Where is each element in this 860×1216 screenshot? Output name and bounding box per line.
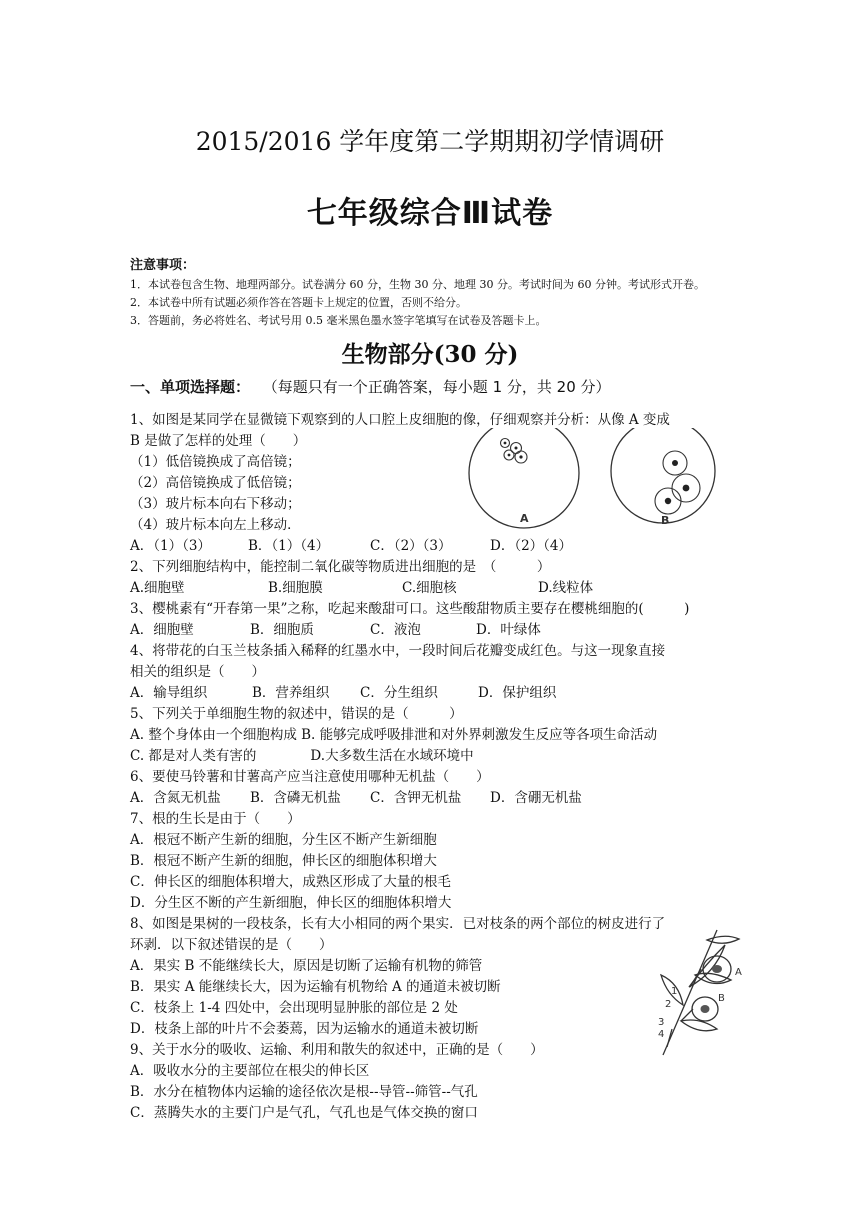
q8-option-d: D．枝条上部的叶片不会萎蔫，因为运输水的通道未被切断 (130, 1021, 479, 1037)
q3-stem: 3、樱桃素有“开春第一果”之称，吃起来酸甜可口。这些酸甜物质主要存在樱桃细胞的( ) (130, 601, 690, 617)
q8-stem-line2: 环剥．以下叙述错误的是（ ） (130, 937, 333, 953)
q1-option-c: C．（2）（3） (370, 538, 452, 554)
q8-option-a: A．果实 B 不能继续长大，原因是切断了运输有机物的筛管 (130, 958, 483, 974)
q1-item: （4）玻片标本向左上移动． (130, 517, 301, 533)
q6-option-a: A．含氮无机盐 (130, 790, 221, 806)
q7-option-a: A．根冠不断产生新的细胞，分生区不断产生新细胞 (130, 832, 437, 848)
q3-option-d: D．叶绿体 (476, 622, 541, 638)
exam-title-line1: 2015/2016 学年度第二学期期初学情调研 (195, 127, 665, 156)
fig8-label-2: 2 (665, 999, 672, 1010)
q6-option-b: B．含磷无机盐 (250, 790, 341, 806)
q1-item: （1）低倍镜换成了高倍镜； (130, 454, 301, 470)
q7-option-d: D．分生区不断的产生新细胞，伸长区的细胞体积增大 (130, 895, 452, 911)
fig-label-a: A (520, 512, 529, 525)
q1-item: （3）玻片标本向右下移动； (130, 496, 301, 512)
q2-option-c: C.细胞核 (402, 580, 457, 596)
q4-stem-line2: 相关的组织是（ ） (130, 664, 265, 680)
q9-option-a: A．吸收水分的主要部位在根尖的伸长区 (130, 1063, 370, 1079)
q4-stem-line1: 4、将带花的白玉兰枝条插入稀释的红墨水中，一段时间后花瓣变成红色。与这一现象直接 (130, 643, 666, 659)
q2-stem: 2、下列细胞结构中，能控制二氧化碳等物质进出细胞的是 （ ） (130, 559, 551, 575)
q7-option-b: B．根冠不断产生新的细胞，伸长区的细胞体积增大 (130, 853, 437, 869)
fruit-branch-figure (655, 925, 745, 1060)
part1-heading (130, 376, 611, 397)
q5-options-line1: A. 整个身体由一个细胞构成 B. 能够完成呼吸排泄和对外界刺激发生反应等各项生命活动 (130, 727, 658, 743)
notice-item: 3．答题前，务必将姓名、考试号用 0.5 毫米黑色墨水签字笔填写在试卷及答题卡上。 (130, 314, 547, 327)
q1-option-a: A．（1）（3） (130, 538, 211, 554)
q4-option-c: C．分生组织 (360, 685, 438, 701)
exam-title-line2: 七年级综合Ⅲ试卷 (306, 196, 554, 231)
q2-option-a: A.细胞壁 (130, 580, 185, 596)
q8-option-c: C．枝条上 1-4 四处中，会出现明显肿胀的部位是 2 处 (130, 1000, 458, 1016)
q8-option-b: B．果实 A 能继续长大，因为运输有机物给 A 的通道未被切断 (130, 979, 501, 995)
q4-option-a: A．输导组织 (130, 685, 208, 701)
q9-option-c: C．蒸腾失水的主要门户是气孔，气孔也是气体交换的窗口 (130, 1105, 478, 1121)
microscope-view-figure (465, 428, 735, 533)
q1-item: （2）高倍镜换成了低倍镜； (130, 475, 301, 491)
q7-option-c: C．伸长区的细胞体积增大，成熟区形成了大量的根毛 (130, 874, 451, 890)
q7-stem: 7、根的生长是由于（ ） (130, 811, 301, 827)
q5-stem: 5、下列关于单细胞生物的叙述中，错误的是（ ） (130, 706, 463, 722)
q5-options-line2: C. 都是对人类有害的 D.大多数生活在水域环境中 (130, 748, 474, 764)
fig8-label-a: A (735, 967, 742, 978)
fig8-label-3: 3 (658, 1017, 665, 1028)
q1-option-d: D．（2）（4） (490, 538, 573, 554)
fig8-label-b: B (718, 993, 725, 1004)
q3-option-b: B．细胞质 (250, 622, 314, 638)
section-title: 生物部分(30 分) (341, 341, 519, 368)
part1-label: 一、单项选择题： (130, 378, 251, 396)
q8-stem-line1: 8、如图是果树的一段枝条，长有大小相同的两个果实．已对枝条的两个部位的树皮进行了 (130, 916, 666, 932)
part1-instruction: （每题只有一个正确答案，每小题 1 分，共 20 分） (262, 378, 611, 396)
fig-label-b: B (661, 514, 670, 527)
notice-heading: 注意事项： (130, 258, 196, 273)
q6-option-c: C．含钾无机盐 (370, 790, 462, 806)
q4-option-b: B．营养组织 (252, 685, 330, 701)
q9-option-b: B．水分在植物体内运输的途径依次是根--导管--筛管--气孔 (130, 1084, 478, 1100)
notice-item: 1．本试卷包含生物、地理两部分。试卷满分 60 分，生物 30 分、地理 30 分。考试时间为 60 分钟。考试形式开卷。 (130, 278, 705, 291)
fig8-label-1: 1 (671, 986, 678, 997)
q3-option-c: C．液泡 (370, 622, 421, 638)
q9-stem: 9、关于水分的吸收、运输、利用和散失的叙述中，正确的是（ ） (130, 1042, 544, 1058)
q1-option-b: B．（1）（4） (248, 538, 330, 554)
q4-option-d: D．保护组织 (478, 685, 557, 701)
q1-stem-line1: 1、如图是某同学在显微镜下观察到的人口腔上皮细胞的像，仔细观察并分析：从像 A 变成 (130, 412, 670, 428)
q6-stem: 6、要使马铃薯和甘薯高产应当注意使用哪种无机盐（ ） (130, 769, 490, 785)
q3-option-a: A．细胞壁 (130, 622, 194, 638)
notice-item: 2．本试卷中所有试题必须作答在答题卡上规定的位置，否则不给分。 (130, 296, 467, 309)
q2-option-d: D.线粒体 (538, 580, 594, 596)
q2-option-b: B.细胞膜 (268, 580, 323, 596)
q1-stem-line2: B 是做了怎样的处理（ ） (130, 433, 307, 449)
fig8-label-4: 4 (658, 1029, 665, 1040)
q6-option-d: D．含硼无机盐 (490, 790, 582, 806)
